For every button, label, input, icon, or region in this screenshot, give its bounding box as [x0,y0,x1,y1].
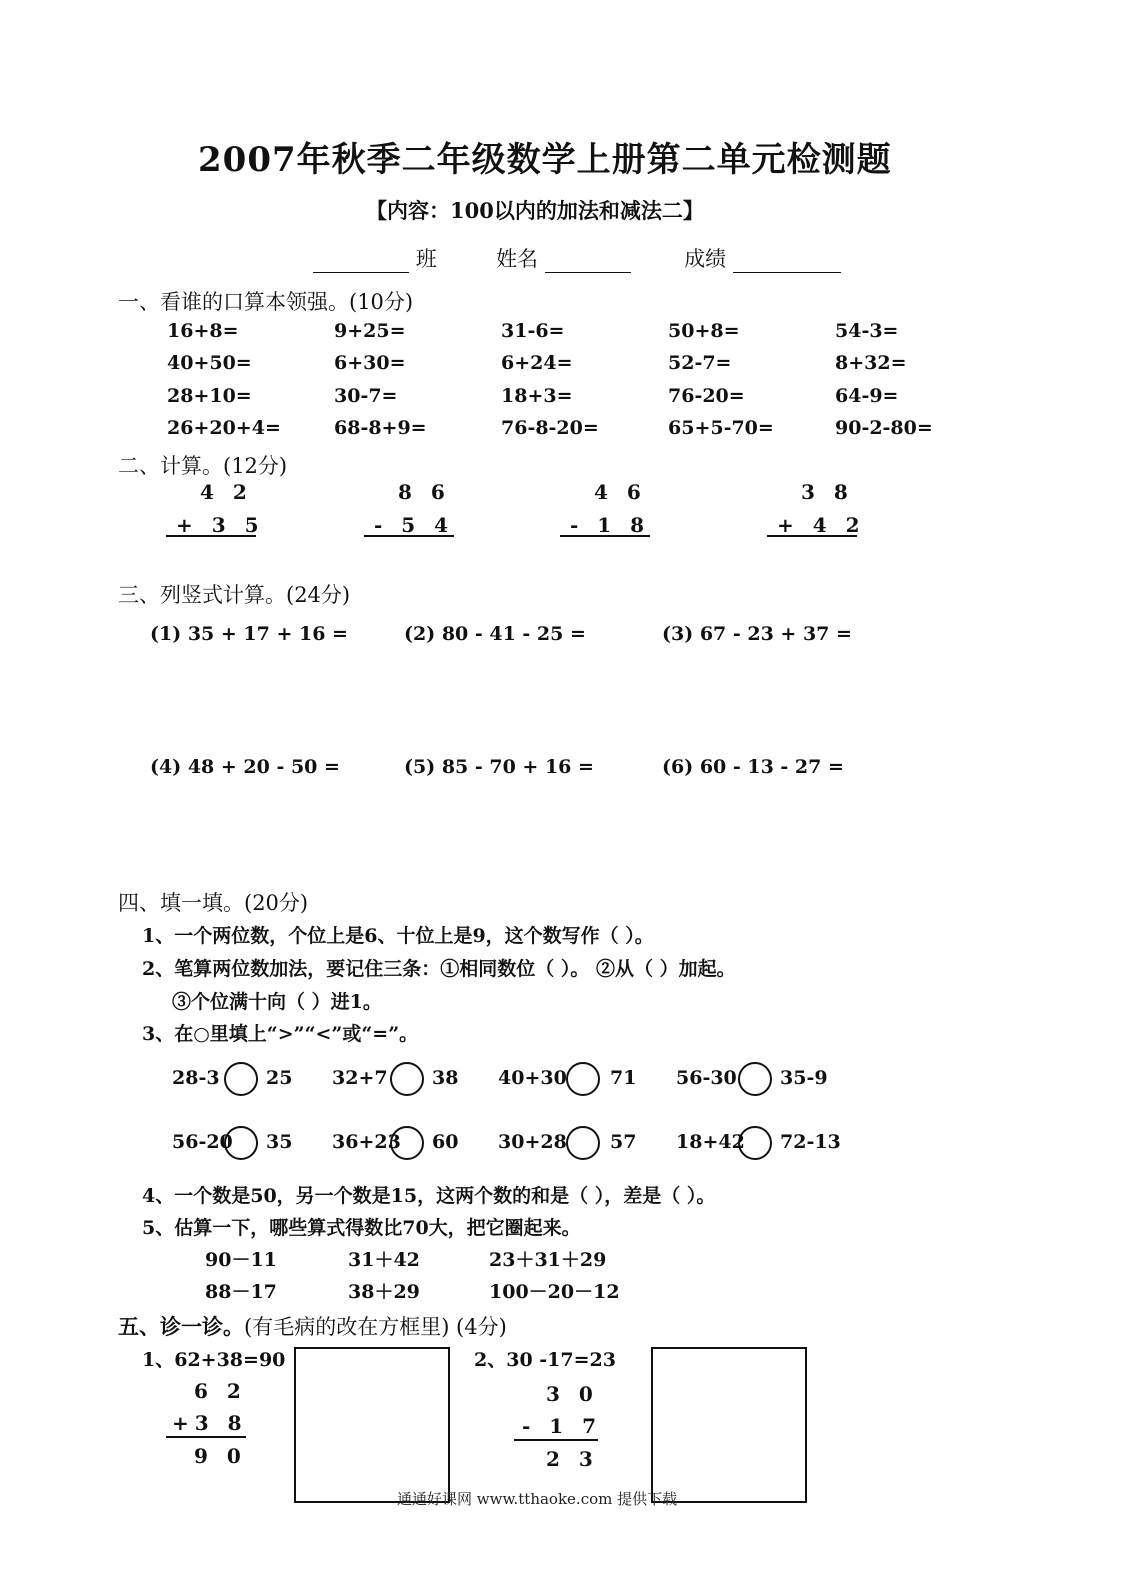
estimate-expression: 90－11 [205,1249,277,1271]
compare-left: 18+42 [676,1131,745,1153]
compare-circle[interactable] [224,1062,258,1096]
compare-right: 25 [266,1067,293,1089]
mental-math-item: 28+10= [167,385,252,407]
mental-math-item: 50+8= [668,320,740,342]
mental-math-item: 18+3= [501,385,573,407]
score-blank[interactable] [733,252,841,273]
section-5-heading-note: (有毛病的改在方框里) (4分) [244,1315,507,1339]
mental-math-item: 6+30= [334,352,406,374]
question-4-3: 3、在○里填上“>”“<”或“=”。 [142,1023,419,1045]
mental-math-item: 65+5-70= [668,417,774,439]
class-blank[interactable] [313,252,409,273]
question-4-5: 5、估算一下，哪些算式得数比70大，把它圈起来。 [142,1217,581,1239]
mental-math-item: 31-6= [501,320,565,342]
mental-math-item: 90-2-80= [835,417,933,439]
student-info-line [313,243,841,273]
page-title: 2007年秋季二年级数学上册第二单元检测题 [198,140,892,180]
mental-math-item: 8+32= [835,352,907,374]
compare-right: 38 [432,1067,459,1089]
compare-right: 35 [266,1131,293,1153]
mental-math-item: 68-8+9= [334,417,427,439]
compare-circle[interactable] [390,1126,424,1160]
class-label: 班 [415,247,437,271]
compare-left: 30+28 [498,1131,567,1153]
correction-box-1[interactable] [294,1347,450,1503]
question-4-2-continued: ③个位满十向（ ）进1。 [172,991,382,1013]
diagnose-1-label: 1、62+38=90 [142,1349,286,1371]
vertical-bottom-number: - 5 4 [374,513,455,537]
page-subtitle: 【内容：100以内的加法和减法二】 [366,198,704,223]
compare-left: 28-3 [172,1067,220,1089]
estimate-expression: 88－17 [205,1281,277,1303]
column-calc-problem: (5) 85 - 70 + 16 = [404,756,594,778]
diagnose-2-line [514,1439,598,1441]
mental-math-item: 26+20+4= [167,417,281,439]
compare-circle[interactable] [566,1126,600,1160]
section-1-heading: 一、看谁的口算本领强。(10分) [118,290,414,314]
section-5-heading [118,1311,507,1341]
vertical-bottom-number: + 3 5 [176,513,265,537]
compare-circle[interactable] [738,1126,772,1160]
section-5-heading-bold: 五、诊一诊。 [118,1314,244,1339]
name-label: 姓名 [496,247,539,271]
diagnose-1-bottom: +3 8 [172,1411,248,1435]
vertical-calc-underline [560,535,650,537]
column-calc-problem: (4) 48 + 20 - 50 = [150,756,340,778]
mental-math-item: 9+25= [334,320,406,342]
compare-right: 60 [432,1131,459,1153]
mental-math-item: 54-3= [835,320,899,342]
column-calc-problem: (2) 80 - 41 - 25 = [404,623,586,645]
vertical-calc-underline [767,535,857,537]
question-4-4: 4、一个数是50，另一个数是15，这两个数的和是（ ），差是（ ）。 [142,1185,716,1207]
compare-left: 56-30 [676,1067,737,1089]
vertical-calc-underline [364,535,454,537]
vertical-top-number: 4 2 [200,480,253,504]
mental-math-item: 52-7= [668,352,732,374]
diagnose-1-top: 6 2 [194,1379,247,1403]
compare-right: 35-9 [780,1067,828,1089]
mental-math-item: 6+24= [501,352,573,374]
section-4-heading: 四、填一填。(20分) [118,891,309,915]
diagnose-2-top: 3 0 [546,1382,599,1406]
mental-math-item: 64-9= [835,385,899,407]
mental-math-item: 76-8-20= [501,417,599,439]
diagnose-1-result: 9 0 [194,1444,247,1468]
compare-circle[interactable] [566,1062,600,1096]
estimate-expression: 100－20－12 [489,1281,620,1303]
vertical-calc-underline [166,535,256,537]
compare-left: 32+7 [332,1067,388,1089]
column-calc-problem: (1) 35 + 17 + 16 = [150,623,348,645]
column-calc-problem: (6) 60 - 13 - 27 = [662,756,844,778]
vertical-top-number: 3 8 [801,480,854,504]
compare-circle[interactable] [738,1062,772,1096]
estimate-expression: 31＋42 [348,1249,420,1271]
mental-math-item: 40+50= [167,352,252,374]
vertical-bottom-number: - 1 8 [570,513,651,537]
vertical-top-number: 4 6 [594,480,647,504]
correction-box-2[interactable] [651,1347,807,1503]
score-label: 成绩 [684,247,727,271]
mental-math-item: 76-20= [668,385,745,407]
compare-left: 36+23 [332,1131,401,1153]
compare-right: 72-13 [780,1131,841,1153]
name-blank[interactable] [545,252,631,273]
mental-math-item: 16+8= [167,320,239,342]
question-4-2: 2、笔算两位数加法，要记住三条：①相同数位（ ）。 ②从（ ）加起。 [142,958,736,980]
compare-circle[interactable] [390,1062,424,1096]
section-2-heading: 二、计算。(12分) [118,454,288,478]
compare-right: 57 [610,1131,637,1153]
diagnose-2-label: 2、30 -17=23 [474,1349,616,1371]
diagnose-2-bottom: - 1 7 [522,1414,603,1438]
compare-right: 71 [610,1067,637,1089]
estimate-expression: 38＋29 [348,1281,420,1303]
section-3-heading: 三、列竖式计算。(24分) [118,583,351,607]
column-calc-problem: (3) 67 - 23 + 37 = [662,623,852,645]
diagnose-1-line [166,1436,246,1438]
mental-math-item: 30-7= [334,385,398,407]
footer-credit: 通通好课网 www.tthaoke.com 提供下载 [397,1490,678,1508]
compare-left: 56-20 [172,1131,233,1153]
question-4-1: 1、一个两位数，个位上是6、十位上是9，这个数写作（ ）。 [142,925,654,947]
vertical-top-number: 8 6 [398,480,451,504]
compare-circle[interactable] [224,1126,258,1160]
estimate-expression: 23＋31＋29 [489,1249,607,1271]
vertical-bottom-number: + 4 2 [777,513,866,537]
diagnose-2-result: 2 3 [546,1447,599,1471]
compare-left: 40+30 [498,1067,567,1089]
